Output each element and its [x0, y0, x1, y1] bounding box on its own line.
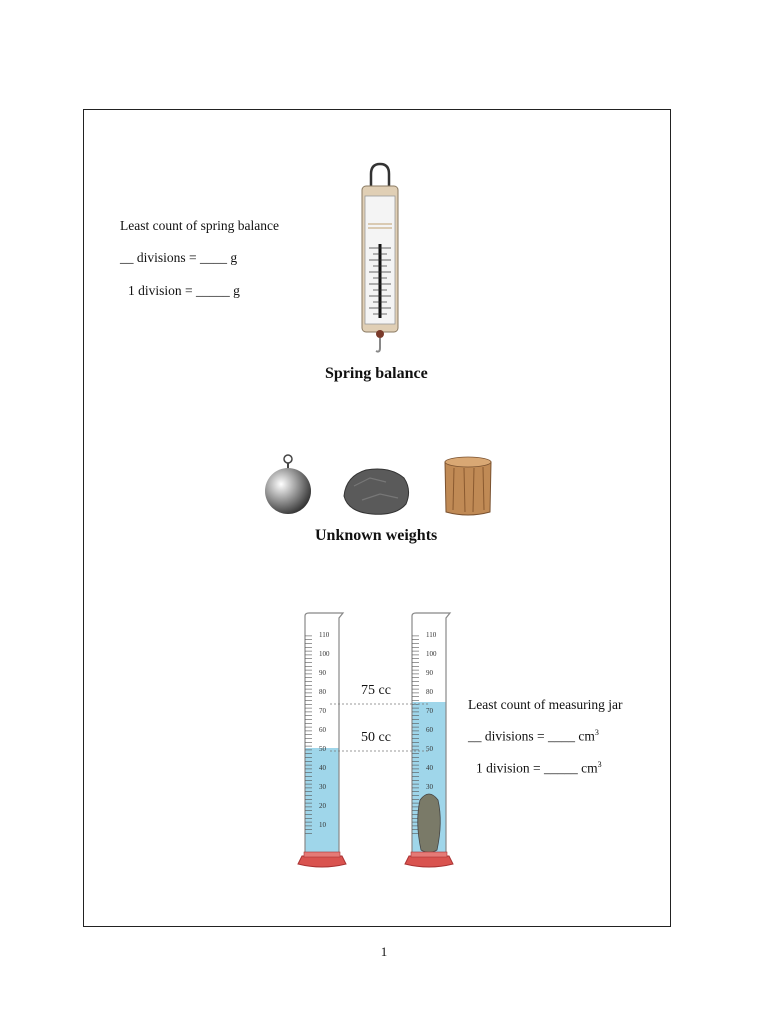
scale-label: 70 — [426, 707, 433, 715]
metal-bob-weight-image — [262, 452, 314, 516]
upper-volume-label: 75 cc — [361, 683, 391, 698]
spring-divisions-line: __ divisions = ____ g — [120, 250, 238, 265]
jar-one-division-line: 1 division = _____ $cm^3$ — [476, 760, 602, 776]
scale-label: 70 — [319, 707, 326, 715]
scale-label: 110 — [426, 631, 437, 639]
scale-label: 40 — [319, 764, 326, 772]
scale-label: 90 — [319, 669, 326, 677]
scale-label: 100 — [319, 650, 330, 658]
spring-balance-image — [355, 162, 405, 357]
scale-label: 80 — [426, 688, 433, 696]
scale-label: 10 — [319, 821, 326, 829]
jar-least-count-heading: Least count of measuring jar — [468, 697, 623, 712]
scale-label: 100 — [426, 650, 437, 658]
scale-label: 40 — [426, 764, 433, 772]
scale-label: 30 — [426, 783, 433, 791]
spring-one-division-line: 1 division = _____ g — [128, 283, 240, 298]
scale-label: 50 — [319, 745, 326, 753]
lower-volume-label: 50 cc — [361, 730, 391, 745]
unknown-weights-title: Unknown weights — [315, 527, 438, 544]
spring-balance-title: Spring balance — [325, 365, 428, 382]
spring-least-count-heading: Least count of spring balance — [120, 218, 279, 233]
scale-label: 60 — [426, 726, 433, 734]
scale-label: 110 — [319, 631, 330, 639]
scale-label: 20 — [319, 802, 326, 810]
wood-block-weight-image — [442, 454, 494, 518]
scale-label: 90 — [426, 669, 433, 677]
jar-base — [405, 856, 453, 867]
scale-label: 80 — [319, 688, 326, 696]
rock-weight-image — [340, 464, 412, 518]
stone-in-jar — [418, 794, 441, 853]
jar-base — [298, 856, 346, 867]
jar-divisions-line: __ divisions = ____ $cm^3$ — [468, 728, 599, 744]
scale-label: 30 — [319, 783, 326, 791]
scale-label: 50 — [426, 745, 433, 753]
page-number: 1 — [380, 944, 388, 959]
scale-label: 60 — [319, 726, 326, 734]
